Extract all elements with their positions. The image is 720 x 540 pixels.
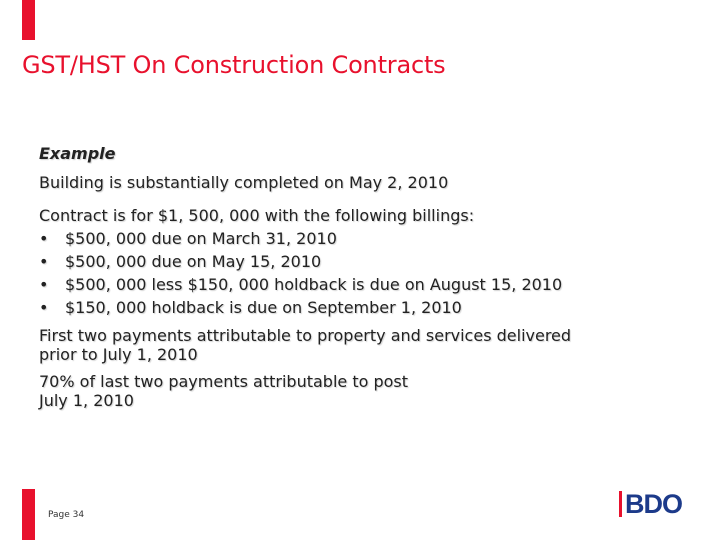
attribution-pre-july [39,326,679,364]
top-accent-bar [22,0,35,40]
list-item [39,227,679,250]
billing-text: $500, 000 due on March 31, 2010 [65,229,337,248]
billing-text: $150, 000 holdback is due on September 1, 2010 [65,298,462,317]
billings-list [39,227,679,319]
bullet-icon: • [39,252,49,271]
example-heading: Example [39,144,116,163]
attribution-line: 70% of last two payments attributable to post [39,372,409,391]
attribution-post-july [39,372,679,410]
billing-text: $500, 000 less $150, 000 holdback is due on August 15, 2010 [65,275,563,294]
list-item [39,296,679,319]
billing-text: $500, 000 due on May 15, 2010 [65,252,322,271]
bdo-logo [619,491,682,517]
attribution-line: First two payments attributable to property and services delivered [39,326,572,345]
logo-text: BDO [625,489,682,519]
bullet-icon: • [39,275,49,294]
bottom-accent-bar [22,489,35,540]
list-item [39,250,679,273]
page-number: Page 34 [48,510,85,520]
attribution-line: July 1, 2010 [39,391,134,410]
contract-intro: Contract is for $1, 500, 000 with the following billings: [39,206,475,225]
logo-accent-bar [619,491,622,517]
slide-title: GST/HST On Construction Contracts [22,51,446,79]
bullet-icon: • [39,229,49,248]
completion-text: Building is substantially completed on May 2, 2010 [39,173,449,192]
slide-body [39,142,679,410]
list-item [39,273,679,296]
bullet-icon: • [39,298,49,317]
attribution-line: prior to July 1, 2010 [39,345,198,364]
